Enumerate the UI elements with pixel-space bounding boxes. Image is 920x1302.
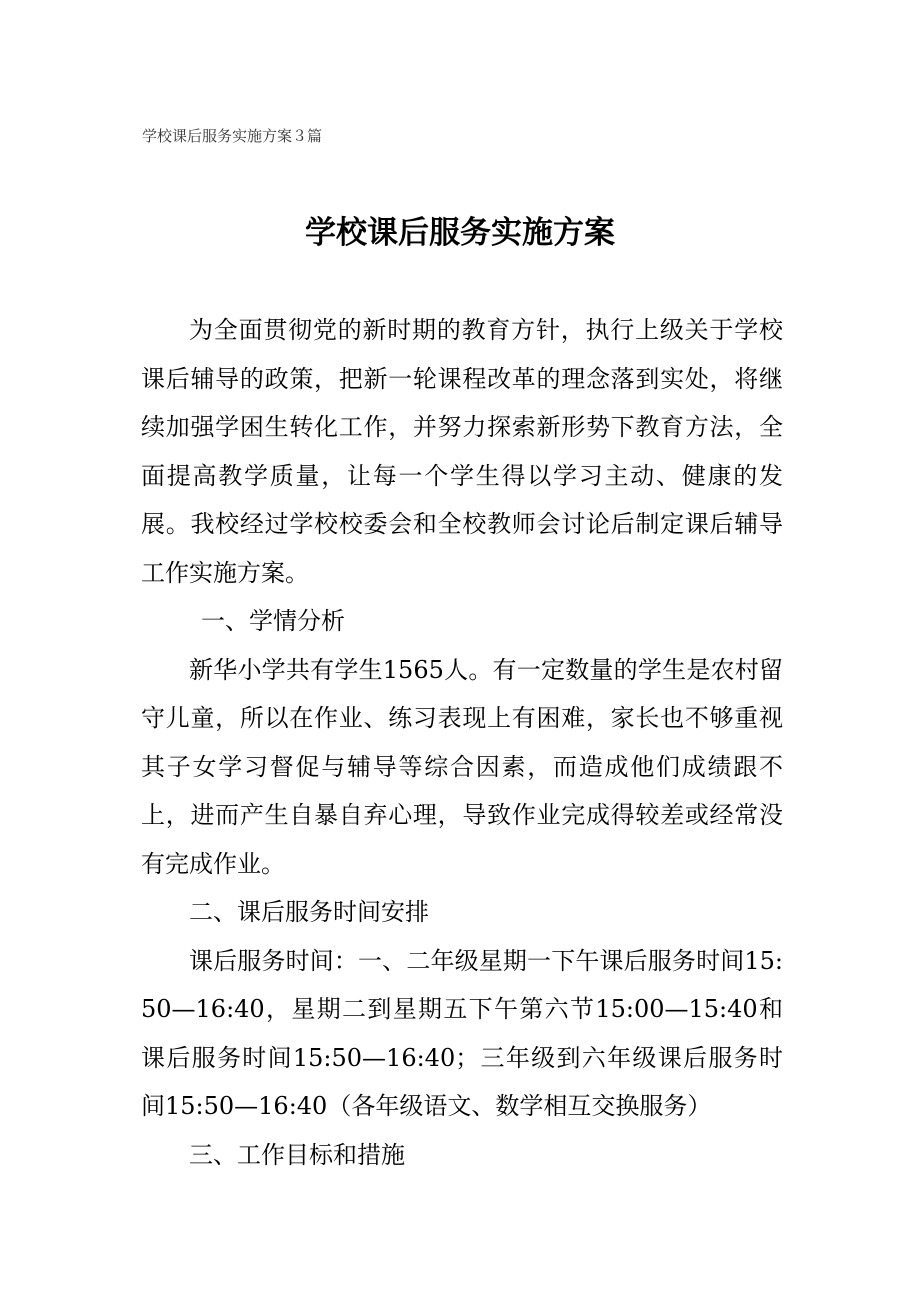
section-heading-schedule: 二、课后服务时间安排 [189, 898, 429, 926]
intro-paragraph: 为全面贯彻党的新时期的教育方针，执行上级关于学校课后辅导的政策，把新一轮课程改革的理念落到实处，将继续加强学困生转化工作，并努力探索新形势下教育方法，全面提高教学质量，让每一个学生得以学习主动、健康的发展。我校经过学校校委会和全校教师会讨论后制定课后辅导工作实施方案。 [141, 316, 783, 587]
document-body [141, 306, 783, 1179]
running-header: 学校课后服务实施方案３篇 [142, 127, 323, 145]
schedule-paragraph: 课后服务时间：一、二年级星期一下午课后服务时间15:50—16:40，星期二到星期五下午第六节15:00—15:40和课后服务时间15:50—16:40；三年级到六年级课后服务时间15:50—16:40（各年级语文、数学相互交换服务） [141, 946, 783, 1120]
section-heading-learning-analysis: 一、学情分析 [201, 607, 345, 635]
section-heading-goals-measures: 三、工作目标和措施 [189, 1140, 405, 1169]
learning-analysis-paragraph: 新华小学共有学生1565人。有一定数量的学生是农村留守儿童，所以在作业、练习表现上有困难，家长也不够重视其子女学习督促与辅导等综合因素，而造成他们成绩跟不上，进而产生自暴自弃心理，导致作业完成得较差或经常没有完成作业。 [141, 655, 783, 878]
document-title: 学校课后服务实施方案 [305, 215, 615, 251]
